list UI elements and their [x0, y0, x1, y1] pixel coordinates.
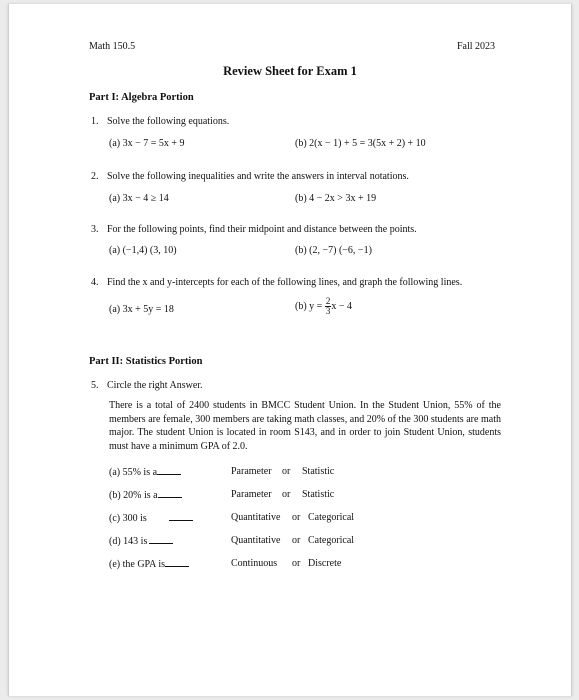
course-code: Math 150.5 — [89, 41, 136, 52]
answer-blank — [149, 535, 173, 544]
q5b-option2: Statistic — [302, 489, 335, 500]
answer-blank — [157, 466, 181, 475]
q5d-or: or — [292, 535, 301, 546]
answer-blank — [158, 489, 182, 498]
q2b: (b) 4 − 2x > 3x + 19 — [295, 193, 377, 204]
q5-paragraph: There is a total of 2400 students in BMCC Student Union. In the Student Union, 55% of the members are female, 300 members are taking math classes, and 20% of the 300 students are math major. The student Union is located in room S143, and in order to join Student Union, students must have a minimum GPA of 2.0. — [109, 400, 501, 452]
q5c-label — [109, 512, 193, 524]
q5b-label-text: (b) 20% is a — [109, 490, 158, 501]
q5b-or: or — [282, 489, 291, 500]
answer-blank — [165, 558, 189, 567]
q5e-or: or — [292, 558, 301, 569]
q3-number: 3. — [91, 224, 99, 235]
q5b-option1: Parameter — [231, 489, 272, 500]
q5e-option2: Discrete — [308, 558, 342, 569]
q5e-label — [109, 558, 189, 570]
q5b-label — [109, 489, 182, 501]
page-title: Review Sheet for Exam 1 — [223, 64, 357, 78]
q5a-option2: Statistic — [302, 466, 335, 477]
q2a: (a) 3x − 4 ≥ 14 — [109, 193, 169, 204]
q2-number: 2. — [91, 171, 99, 182]
part2-heading: Part II: Statistics Portion — [89, 356, 203, 367]
q3-text: For the following points, find their midpoint and distance between the points. — [107, 224, 417, 235]
q5c-or: or — [292, 512, 301, 523]
document-page — [8, 4, 572, 696]
q5e-label-text: (e) the GPA is — [109, 559, 166, 570]
part1-heading: Part I: Algebra Portion — [89, 92, 194, 103]
q1b: (b) 2(x − 1) + 5 = 3(5x + 2) + 10 — [295, 138, 426, 149]
q4b-numerator: 2 — [325, 296, 331, 306]
q1-number: 1. — [91, 116, 99, 127]
q1a: (a) 3x − 7 = 5x + 9 — [109, 138, 185, 149]
q5d-option2: Categorical — [308, 535, 355, 546]
q4b-denominator: 3 — [325, 306, 331, 316]
q4-number: 4. — [91, 277, 99, 288]
answer-blank — [169, 512, 193, 521]
q4-text: Find the x and y-intercepts for each of the following lines, and graph the following lines. — [107, 277, 463, 288]
q1-text: Solve the following equations. — [107, 116, 230, 127]
q5a-or: or — [282, 466, 291, 477]
q5c-option1: Quantitative — [231, 512, 281, 523]
q5d-option1: Quantitative — [231, 535, 281, 546]
q5e-option1: Continuous — [231, 558, 278, 569]
q4b — [295, 297, 352, 316]
q4b-suffix: x − 4 — [331, 300, 352, 312]
q5-number: 5. — [91, 380, 99, 391]
q5c-label-text: (c) 300 is — [109, 513, 147, 524]
q5d-label-text: (d) 143 is — [109, 536, 148, 547]
term-label: Fall 2023 — [457, 41, 496, 52]
q5a-option1: Parameter — [231, 466, 272, 477]
q4b-prefix: (b) y = — [295, 300, 325, 312]
q5a-label — [109, 466, 181, 478]
q5-text: Circle the right Answer. — [107, 380, 203, 391]
q5c-option2: Categorical — [308, 512, 355, 523]
q5a-label-text: (a) 55% is a — [109, 467, 158, 478]
q5d-label — [109, 535, 173, 547]
q3b: (b) (2, −7) (−6, −1) — [295, 245, 372, 256]
q4a: (a) 3x + 5y = 18 — [109, 304, 174, 315]
q2-text: Solve the following inequalities and write the answers in interval notations. — [107, 171, 409, 182]
q3a: (a) (−1,4) (3, 10) — [109, 245, 177, 256]
